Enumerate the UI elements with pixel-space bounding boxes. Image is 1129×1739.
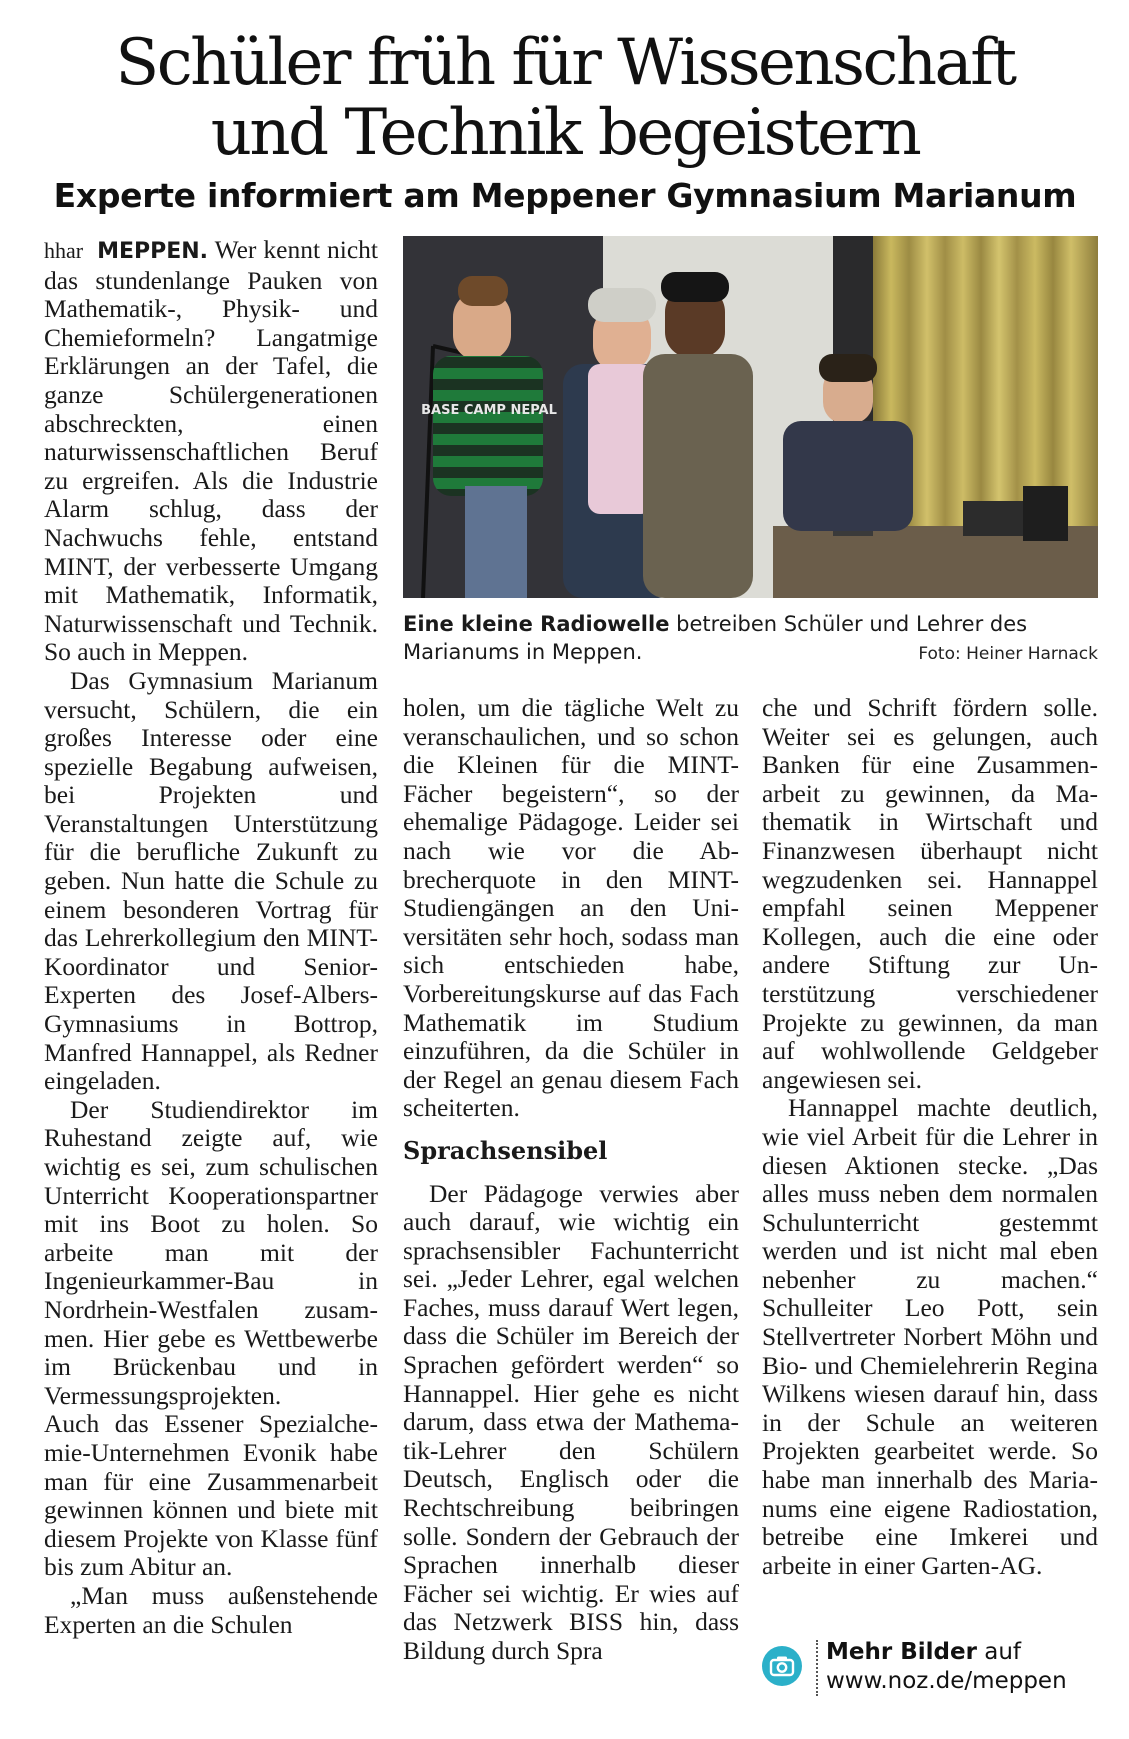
- paragraph: holen, um die tägliche Welt zu veranschaulichen, und so schon die Kleinen für die MINT-Fächer begeistern“, so der ehemalige Pädagoge. Leider sei nach wie vor die Abbrecherquote in den MINT-Studiengängen an den Universitäten sehr hoch, sodass man sich entschieden habe, Vorbereitungskurse auf das Fach Mathematik im Studium einzuführen, da die Schüler in der Regel an genau diesem Fach scheiterten.: [403, 693, 739, 1123]
- article-photo: [403, 236, 1098, 598]
- article-column-2: [403, 694, 739, 1666]
- paragraph-lead: [44, 236, 378, 667]
- paragraph: Der Pädagoge verwies aber auch darauf, wie wichtig ein sprachsensibler Fachunterricht sei. „Jeder Lehrer, egal welchen Faches, muss darauf Wert legen, dass die Schüler im Bereich der Sprachen gefördert werden“ so Hannappel. Hier gehe es nicht darum, dass etwa der Mathematik-Lehrer den Schülern Deutsch, Englisch oder die Rechtschreibung beibringen solle. Sondern der Gebrauch der Sprachen innerhalb dieser Fächer sei wichtig. Er wies auf das Netzwerk BISS hin, dass Bildung durch Spra: [403, 1178, 739, 1665]
- more-pictures-text: [826, 1638, 1067, 1696]
- dateline: MEPPEN.: [97, 239, 209, 264]
- paragraph: che und Schrift fördern solle. Weiter sei es gelungen, auch Banken für eine Zusammenarbeit zu gewinnen, da Mathematik in Wirtschaft und Finanzwesen überhaupt nicht wegzudenken sei. Hannappel empfahl seinen Meppener Kollegen, auch die eine oder andere Stiftung zur Unterstützung verschiedener Projekte zu gewinnen, da man auf wohlwollende Geldgeber angewiesen sei.: [762, 693, 1098, 1094]
- article-column-1: [44, 236, 378, 1639]
- dotted-divider: [816, 1640, 818, 1696]
- section-subheading: Sprachsensibel: [403, 1135, 608, 1165]
- camera-icon: [762, 1646, 802, 1686]
- more-pictures-rest: auf: [976, 1639, 1022, 1665]
- author-initials: hhar: [44, 238, 84, 263]
- headline-line-1: Schüler früh für Wissenschaft: [115, 26, 1015, 100]
- subheadline: Experte informiert am Meppener Gymnasium Marianum: [53, 176, 1077, 215]
- paragraph: Das Gymnasium Marianum versucht, Schülern, die ein großes Interesse oder eine spezielle Begabung aufweisen, bei Projekten und Veranstaltungen Unterstützung für die berufliche Zukunft zu geben. Nun hatte die Schule zu einem besonderen Vortrag für das Lehrerkollegium den MINT-Koordinator und Senior-Experten des Josef-Albers-Gymnasiums in Bottrop, Manfred Hannappel, als Redner eingeladen.: [44, 665, 378, 1096]
- headline: [40, 28, 1090, 168]
- more-pictures-url[interactable]: www.noz.de/meppen: [826, 1668, 1067, 1694]
- article-column-3: [762, 694, 1098, 1580]
- more-pictures-bold: Mehr Bilder: [826, 1639, 977, 1665]
- paragraph: „Man muss außenstehende Experten an die Schulen: [44, 1580, 378, 1639]
- caption-text: betreiben Schüler und Lehrer des Marianums in Meppen.: [403, 612, 1028, 664]
- paragraph: Auch das Essener Spezialchemie-Unternehmen Evonik habe man für eine Zusammenarbeit gewinnen können und biete mit diesem Projekte von Klasse fünf bis zum Abitur an.: [44, 1409, 378, 1582]
- more-pictures-box: [762, 1638, 1098, 1698]
- caption-lead: Eine kleine Radiowelle: [403, 612, 670, 636]
- lead-text: Wer kennt nicht das stundenlange Pauken von Mathematik-, Physik- und Chemieformeln? Langatmige Erklärungen an der Tafel, die ganze Schülergenerationen abschreckten, einen naturwissenschaftlichen Beruf zu ergreifen. Als die Industrie Alarm schlug, dass der Nachwuchs fehle, entstand MINT, der verbesserte Umgang mit Mathematik, Informatik, Naturwissenschaft und Technik. So auch in Meppen.: [44, 235, 379, 667]
- paragraph: Der Studiendirektor im Ruhestand zeigte auf, wie wichtig es sei, zum schulischen Unterricht Kooperationspartner mit ins Boot zu holen. So arbeite man mit der Ingenieurkammer-Bau in Nordrhein-Westfalen zusammen. Hier gebe es Wettbewerbe im Brückenbau und in Vermessungsprojekten.: [44, 1094, 378, 1410]
- headline-line-2: und Technik begeistern: [210, 96, 920, 170]
- paragraph: Hannappel machte deutlich, wie viel Arbeit für die Lehrer in diesen Aktionen stecke. „Das alles muss neben dem normalen Schulunterricht gestemmt werden und ist nicht mal eben nebenher zu machen.“ Schulleiter Leo Pott, sein Stellvertreter Norbert Möhn und Bio- und Chemielehrerin Regina Wilkens wiesen darauf hin, dass in der Schule an weiteren Projekten gearbeitet werde. So habe man innerhalb des Marianums eine eigene Radiostation, betreibe eine Imkerei und arbeite in einer Garten-AG.: [762, 1093, 1098, 1580]
- photo-caption: [403, 610, 1098, 666]
- shirt-print: BASE CAMP NEPAL: [421, 403, 557, 418]
- photo-credit: Foto: Heiner Harnack: [918, 644, 1098, 664]
